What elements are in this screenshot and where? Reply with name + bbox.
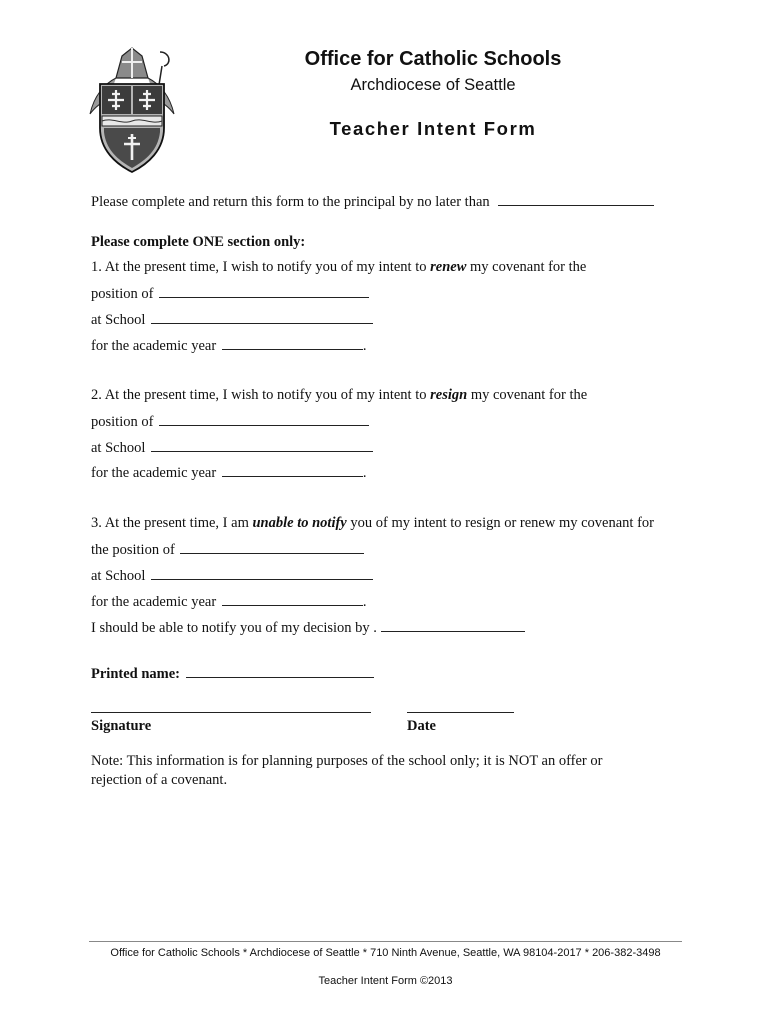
intro-text: Please complete and return this form to the principal by no later than xyxy=(91,194,490,210)
section3-year-row: for the academic year . xyxy=(91,594,367,610)
section1-position-row xyxy=(91,284,369,303)
section1-prefix: 1. At the present time, I wish to notify you of my intent to xyxy=(91,259,427,275)
signature-line[interactable] xyxy=(91,712,371,713)
section3-school-row xyxy=(91,566,373,585)
section2-position-row xyxy=(91,412,369,431)
section2-suffix: my covenant for the xyxy=(470,387,588,403)
section3-position-field[interactable] xyxy=(180,540,364,554)
section1-school-row xyxy=(91,310,373,329)
section1-school-label: at School xyxy=(91,312,146,328)
section1-position-label: position of xyxy=(91,286,154,302)
section3-year-label: for the academic year xyxy=(91,594,217,610)
section2-year-label: for the academic year xyxy=(91,465,217,481)
footer-form-id: Teacher Intent Form ©2013 xyxy=(318,975,453,987)
section3-decision-field[interactable] xyxy=(381,618,525,632)
printed-name-field[interactable] xyxy=(186,664,374,678)
section3-decision-label: I should be able to notify you of my decision by . xyxy=(91,620,377,636)
section1-position-field[interactable] xyxy=(159,284,369,298)
office-title: Office for Catholic Schools xyxy=(304,48,562,70)
form-title: Teacher Intent Form xyxy=(329,118,537,139)
section1-school-field[interactable] xyxy=(151,310,373,324)
section1-emphasis: renew xyxy=(430,259,467,275)
date-label: Date xyxy=(407,718,436,734)
instruction-heading: Please complete ONE section only: xyxy=(91,234,306,250)
section2-position-label: position of xyxy=(91,414,154,430)
note-line-1: Note: This information is for planning purposes of the school only; it is NOT an offer or xyxy=(91,753,603,769)
section3-emphasis: unable to notify xyxy=(252,515,347,531)
archdiocese-coat-of-arms-icon xyxy=(86,44,178,176)
archdiocese-subtitle: Archdiocese of Seattle xyxy=(350,76,516,94)
return-deadline-field[interactable] xyxy=(498,192,654,206)
section3-position-row xyxy=(91,540,364,559)
section2-school-row xyxy=(91,438,373,457)
section2-position-field[interactable] xyxy=(159,412,369,426)
intro-line xyxy=(91,192,654,211)
section1-year-row: for the academic year . xyxy=(91,338,367,354)
section3-statement xyxy=(91,514,654,532)
footer-address: Office for Catholic Schools * Archdiocese of Seattle * 710 Ninth Avenue, Seattle, WA 98104-2017 * 206-382-3498 xyxy=(110,947,661,959)
section3-suffix: you of my intent to resign or renew my covenant for xyxy=(350,515,654,531)
section1-year-label: for the academic year xyxy=(91,338,217,354)
section3-decision-row xyxy=(91,618,525,637)
signature-label: Signature xyxy=(91,718,152,734)
section1-statement xyxy=(91,258,586,276)
section1-year-field[interactable] xyxy=(222,336,363,350)
section2-emphasis: resign xyxy=(430,387,468,403)
section3-school-label: at School xyxy=(91,568,146,584)
section2-prefix: 2. At the present time, I wish to notify you of my intent to xyxy=(91,387,427,403)
section2-school-field[interactable] xyxy=(151,438,373,452)
printed-name-row xyxy=(91,664,374,683)
section2-school-label: at School xyxy=(91,440,146,456)
section2-year-row: for the academic year . xyxy=(91,465,367,481)
section3-school-field[interactable] xyxy=(151,566,373,580)
section1-suffix: my covenant for the xyxy=(469,259,587,275)
section3-prefix: 3. At the present time, I am xyxy=(91,515,249,531)
note-line-2: rejection of a covenant. xyxy=(91,772,228,788)
section3-year-field[interactable] xyxy=(222,592,363,606)
section3-position-label: the position of xyxy=(91,542,175,558)
footer-divider xyxy=(89,941,682,942)
section2-statement xyxy=(91,386,587,404)
printed-name-label: Printed name: xyxy=(91,666,180,682)
section2-year-field[interactable] xyxy=(222,463,363,477)
date-line[interactable] xyxy=(407,712,514,713)
